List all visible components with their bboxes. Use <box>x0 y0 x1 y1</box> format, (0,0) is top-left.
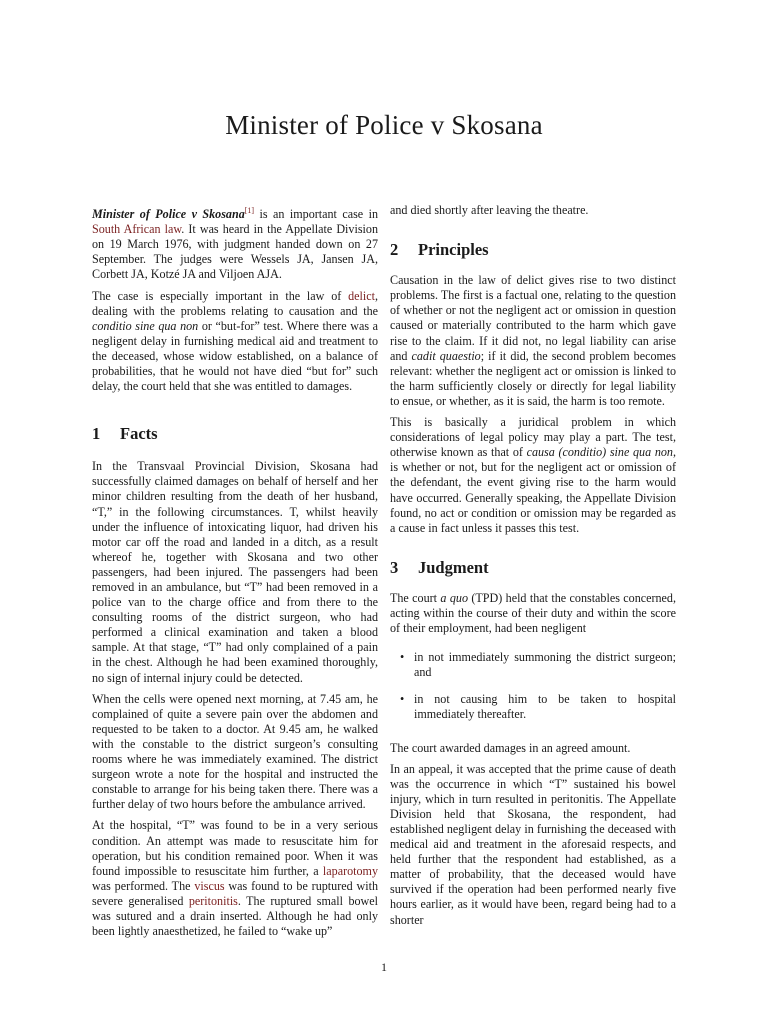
judgment-heading <box>390 557 676 577</box>
judgment-paragraph-3: In an appeal, it was accepted that the prime cause of death was the occurrence in which “T” sustained his bowel injury, which in turn resulted in peritonitis. The Appellate Division held that Skosana, the respondent, had established negligent delay in furnishing the deceased with medical aid and treatment in the aforesaid respects, and held further that the respondent had established, as a matter of probability, that the deceased would have survived if the operation had been performed nearly five hours earlier, as it would have been, regard being had to a shorter <box>390 761 676 927</box>
case-title: Minister of Police v Skosana <box>92 207 245 222</box>
facts-paragraph-1: In the Transvaal Provincial Division, Skosana had successfully claimed damages on behalf of herself and her minor children resulting from the death of her husband, “T,” in the following circumstances. T, whilst heavily under the influence of intoxicating liquor, had driven his motor car off the road and landed in a ditch, as a result whereof he, together with Skosana and two other passengers, had been injured. The passengers had been removed in an ambulance, but “T” had been removed in a police van to the charge office and from there to the consulting rooms of the district surgeon, who had performed a clinical examination and taken a blood sample. At that stage, “T” had only complained of a pain in the chest. Although he had been examined thoroughly, no sign of internal injury could be detected. <box>92 459 378 685</box>
bullet-icon: • <box>400 650 405 665</box>
peritonitis-link[interactable]: peritonitis <box>188 893 238 908</box>
bullet-icon: • <box>400 692 405 707</box>
continuation-paragraph: and died shortly after leaving the theatre. <box>390 203 589 217</box>
background-paragraph: The case is especially important in the law of delict, dealing with the problems relating to causation and the conditio sine qua non or “but-for” test. Where there was a negligent delay in furnishing medical aid and treatment to the deceased, whose widow established, on a balance of probabilities, that he would not have died “but for” such delay, the court held that she was entitled to damages. <box>92 288 379 394</box>
page-title: Minister of Police v Skosana <box>225 110 543 140</box>
page-number: 1 <box>381 960 387 974</box>
laparotomy-link[interactable]: laparotomy <box>322 863 378 878</box>
facts-heading <box>92 424 378 444</box>
section-label: Principles <box>418 240 489 260</box>
right-column <box>390 203 676 934</box>
list-item: • in not immediately summoning the district surgeon; and <box>400 650 676 680</box>
judgment-paragraph-1: The court a quo (TPD) held that the constables concerned, acting within the course of their duty and within the score of their employment, had been negligent <box>390 590 676 636</box>
viscus-link[interactable]: viscus <box>194 878 225 893</box>
section-number: 1 <box>92 424 101 444</box>
delict-link[interactable]: delict <box>348 288 375 303</box>
section-number: 2 <box>390 240 399 260</box>
section-label: Facts <box>120 424 158 444</box>
left-column <box>92 203 378 945</box>
negligence-list <box>390 650 676 722</box>
principles-paragraph-2: This is basically a juridical problem in which considerations of legal policy may play a part. The test, otherwise known as that of causa (conditio) sine qua non, is whether or not, but for the negligent act or omission of the defendant, the event giving rise to the harm would have occurred. Generally speaking, the Appellate Division found, no act or condition or omission may be regarded as a cause in fact unless it passes this test. <box>390 415 676 535</box>
citation-ref-link[interactable]: [1] <box>244 206 255 215</box>
principles-paragraph-1: Causation in the law of delict gives rise to two distinct problems. The first is a factual one, relating to the question of whether or not the negligent act or omission in question caused or materially contributed to the harm which gave rise to the claim. If it did not, no legal liability can arise and cadit quaestio; if it did, the second problem becomes relevant: whether the negligent act or omission is linked to the harm sufficiently closely or directly for legal liability to ensue, or whether, as it is said, the harm is too remote. <box>390 273 676 408</box>
facts-paragraph-3: At the hospital, “T” was found to be in a very serious condition. An attempt was made to resuscitate him for operation, but his condition remained poor. When it was found impossible to resuscitate him further, a laparotomy was performed. The viscus was found to be ruptured with severe generalised peritonitis. The ruptured small bowel was sutured and a drain inserted. Although he had only been lightly anaesthetized, he failed to “wake up” <box>92 818 378 939</box>
intro-paragraph: Minister of Police v Skosana[1] is an important case in South African law. It was heard in the Appellate Division on 19 March 1976, with judgment handed down on 27 September. The judges were Wessels JA, Jansen JA, Corbett JA, Kotzé JA and Viljoen AJA. <box>92 206 378 282</box>
judgment-paragraph-2: The court awarded damages in an agreed amount. <box>390 740 631 755</box>
list-item: • in not causing him to be taken to hospital immediately thereafter. <box>400 692 676 722</box>
principles-heading <box>390 240 676 260</box>
section-label: Judgment <box>418 557 489 577</box>
south-african-law-link[interactable]: South African law <box>92 222 182 237</box>
section-number: 3 <box>390 557 399 577</box>
facts-paragraph-2: When the cells were opened next morning, at 7.45 am, he complained of quite a severe pain over the abdomen and requested to be taken to a doctor. At 9.45 am, he walked with the constable to the district surgeon’s consulting rooms where he was immediately examined. The district surgeon wrote a note for the hospital and instructed the constable to arrange for his being taken there. There was a further delay of two hours before the ambulance arrived. <box>92 691 378 812</box>
